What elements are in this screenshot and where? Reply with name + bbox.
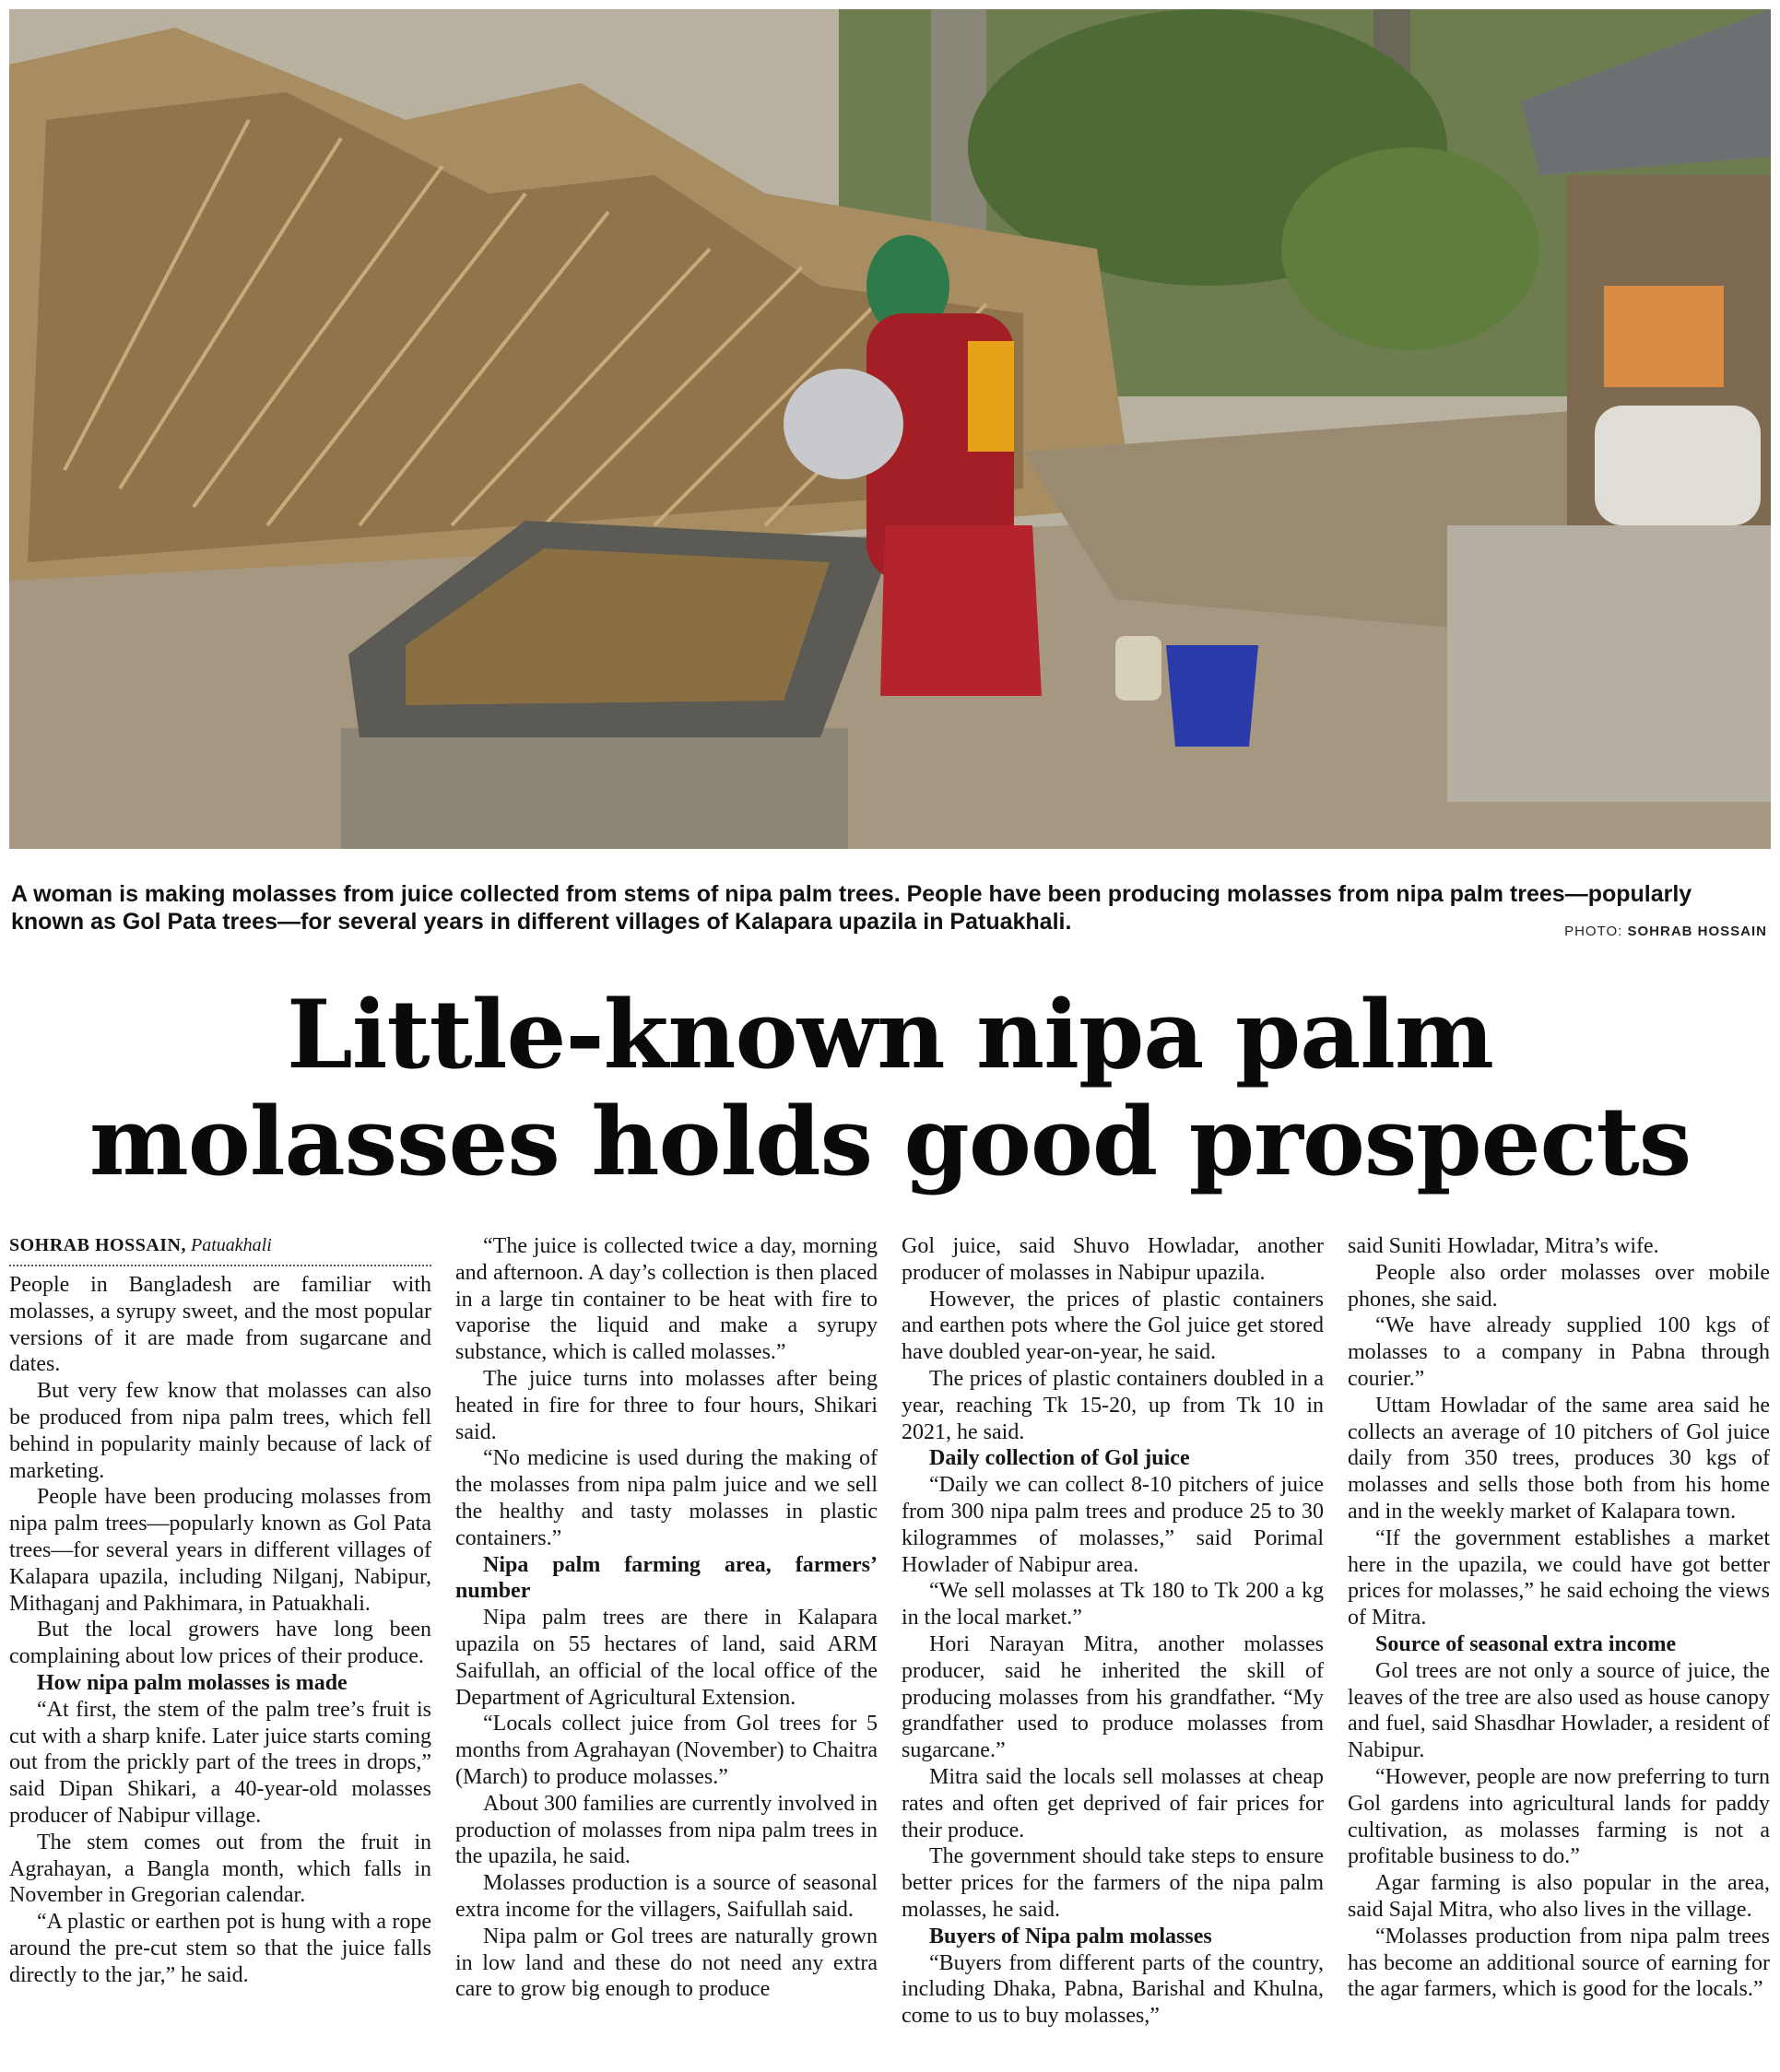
news-photo bbox=[9, 9, 1771, 849]
article-column-1 bbox=[9, 1233, 431, 1989]
byline-author: SOHRAB HOSSAIN, bbox=[9, 1235, 186, 1255]
article-paragraph: “However, people are now preferring to turn Gol gardens into agricultural lands for paddy cultivation, as molasses farming is not a profitable business to do.” bbox=[1348, 1764, 1770, 1869]
section-subhead: Daily collection of Gol juice bbox=[929, 1446, 1190, 1471]
headline-line-2: molasses holds good prospects bbox=[88, 1087, 1692, 1197]
article-paragraph: Molasses production is a source of seasonal extra income for the villagers, Saifullah said. bbox=[455, 1871, 878, 1922]
article-paragraph: “If the government establishes a market here in the upazila, we could have got better prices for molasses,” he said echoing the views of Mitra. bbox=[1348, 1525, 1770, 1631]
article-paragraph: “No medicine is used during the making of the molasses from nipa palm juice and we sell the healthy and tasty molasses in plastic containers.” bbox=[455, 1446, 878, 1550]
section-subhead: Nipa palm farming area, farmers’ number bbox=[455, 1552, 878, 1604]
article-column-3 bbox=[902, 1233, 1324, 2030]
article-paragraph: But the local growers have long been complaining about low prices of their produce. bbox=[9, 1618, 431, 1669]
article-paragraph: People also order molasses over mobile phones, she said. bbox=[1348, 1260, 1770, 1312]
article-paragraph: Uttam Howladar of the same area said he collects an average of 10 pitchers of Gol juice daily from 350 trees, produces 30 kgs of molasses and sells those both from his home and in the weekly market of Kalapara town. bbox=[1348, 1393, 1770, 1524]
article-paragraph: “At first, the stem of the palm tree’s fruit is cut with a sharp knife. Later juice starts coming out from the prickly part of the trees in drops,” said Dipan Shikari, a 40-year-old molasses producer of Nabipur village. bbox=[9, 1697, 431, 1828]
article-paragraph: “A plastic or earthen pot is hung with a rope around the pre-cut stem so that the juice falls directly to the jar,” he said. bbox=[9, 1910, 431, 1987]
article-paragraph: “We have already supplied 100 kgs of molasses to a company in Pabna through courier.” bbox=[1348, 1313, 1770, 1391]
section-subhead: Buyers of Nipa palm molasses bbox=[929, 1924, 1212, 1948]
article-paragraph: The government should take steps to ensure better prices for the farmers of the nipa palm molasses, he said. bbox=[902, 1844, 1324, 1922]
article-paragraph: The prices of plastic containers doubled in a year, reaching Tk 15-20, up from Tk 10 in 2021, he said. bbox=[902, 1366, 1324, 1444]
article-paragraph: said Suniti Howladar, Mitra’s wife. bbox=[1348, 1234, 1659, 1258]
article-column-2 bbox=[455, 1233, 878, 2003]
photo-credit-name: SOHRAB HOSSAIN bbox=[1627, 924, 1767, 939]
article-paragraph: Nipa palm or Gol trees are naturally grown in low land and these do not need any extra care to grow big enough to produce bbox=[455, 1924, 878, 2002]
article-paragraph: People in Bangladesh are familiar with molasses, a syrupy sweet, and the most popular versions of it are made from sugarcane and dates. bbox=[9, 1273, 431, 1377]
article-paragraph: Nipa palm trees are there in Kalapara upazila on 55 hectares of land, said ARM Saifullah, an official of the local office of the Department of Agricultural Extension. bbox=[455, 1606, 878, 1710]
article-paragraph: About 300 families are currently involved in production of molasses from nipa palm trees in the upazila, he said. bbox=[455, 1791, 878, 1869]
article-paragraph: Agar farming is also popular in the area, said Sajal Mitra, who also lives in the village. bbox=[1348, 1871, 1770, 1922]
article-paragraph: But very few know that molasses can also be produced from nipa palm trees, which fell behind in popularity mainly because of lack of marketing. bbox=[9, 1379, 431, 1483]
article-paragraph: However, the prices of plastic containers and earthen pots where the Gol juice get stored have doubled year-on-year, he said. bbox=[902, 1287, 1324, 1365]
byline-location: Patuakhali bbox=[191, 1235, 272, 1255]
article-paragraph: “Daily we can collect 8-10 pitchers of juice from 300 nipa palm trees and produce 25 to 30 kilogrammes of molasses,” said Porimal Howlader of Nabipur area. bbox=[902, 1473, 1324, 1577]
article-paragraph: Mitra said the locals sell molasses at cheap rates and often get deprived of fair prices for their produce. bbox=[902, 1764, 1324, 1842]
news-photo-illustration bbox=[9, 9, 1771, 849]
section-subhead: Source of seasonal extra income bbox=[1375, 1631, 1677, 1656]
article-paragraph: “The juice is collected twice a day, morning and afternoon. A day’s collection is then placed in a large tin container to be heat with fire to vaporise the liquid and make a syrupy substance, which is called molasses.” bbox=[455, 1234, 878, 1365]
article-paragraph: The stem comes out from the fruit in Agrahayan, a Bangla month, which falls in November in Gregorian calendar. bbox=[9, 1830, 431, 1908]
headline bbox=[0, 982, 1780, 1195]
section-subhead: How nipa palm molasses is made bbox=[37, 1670, 348, 1695]
byline bbox=[9, 1233, 431, 1266]
article-column-4 bbox=[1348, 1233, 1770, 2003]
photo-credit-prefix: PHOTO: bbox=[1564, 924, 1628, 939]
article-paragraph: Gol trees are not only a source of juice, the leaves of the tree are also used as house canopy and fuel, said Shasdhar Howlader, a resident of Nabipur. bbox=[1348, 1658, 1770, 1763]
article-paragraph: Hori Narayan Mitra, another molasses producer, said he inherited the skill of producing molasses from his grandfather. “My grandfather used to produce molasses from sugarcane.” bbox=[902, 1631, 1324, 1763]
article-paragraph: “We sell molasses at Tk 180 to Tk 200 a kg in the local market.” bbox=[902, 1579, 1324, 1631]
article-body bbox=[0, 1233, 1780, 2063]
article-paragraph: “Locals collect juice from Gol trees for 5 months from Agrahayan (November) to Chaitra (March) to produce molasses.” bbox=[455, 1712, 878, 1789]
headline-line-1: Little-known nipa palm bbox=[287, 980, 1493, 1090]
article-paragraph: “Molasses production from nipa palm trees has become an additional source of earning for the agar farmers, which is good for the locals.” bbox=[1348, 1924, 1770, 2002]
article-paragraph: “Buyers from different parts of the country, including Dhaka, Pabna, Barishal and Khulna, come to us to buy molasses,” bbox=[902, 1950, 1324, 2029]
photo-credit bbox=[1564, 924, 1767, 939]
article-paragraph: Gol juice, said Shuvo Howladar, another producer of molasses in Nabipur upazila. bbox=[902, 1234, 1324, 1285]
article-paragraph: People have been producing molasses from nipa palm trees—popularly known as Gol Pata trees—for several years in different villages of Kalapara upazila, including Nilganj, Nabipur, Mithaganj and Pakhimara, in Patuakhali. bbox=[9, 1485, 431, 1616]
photo-caption: A woman is making molasses from juice collected from stems of nipa palm trees. People have been producing molasses from nipa palm trees—popularly known as Gol Pata trees—for several years in different villages of Kalapara upazila in Patuakhali. bbox=[11, 881, 1692, 935]
article-paragraph: The juice turns into molasses after being heated in fire for three to four hours, Shikari said. bbox=[455, 1366, 878, 1444]
